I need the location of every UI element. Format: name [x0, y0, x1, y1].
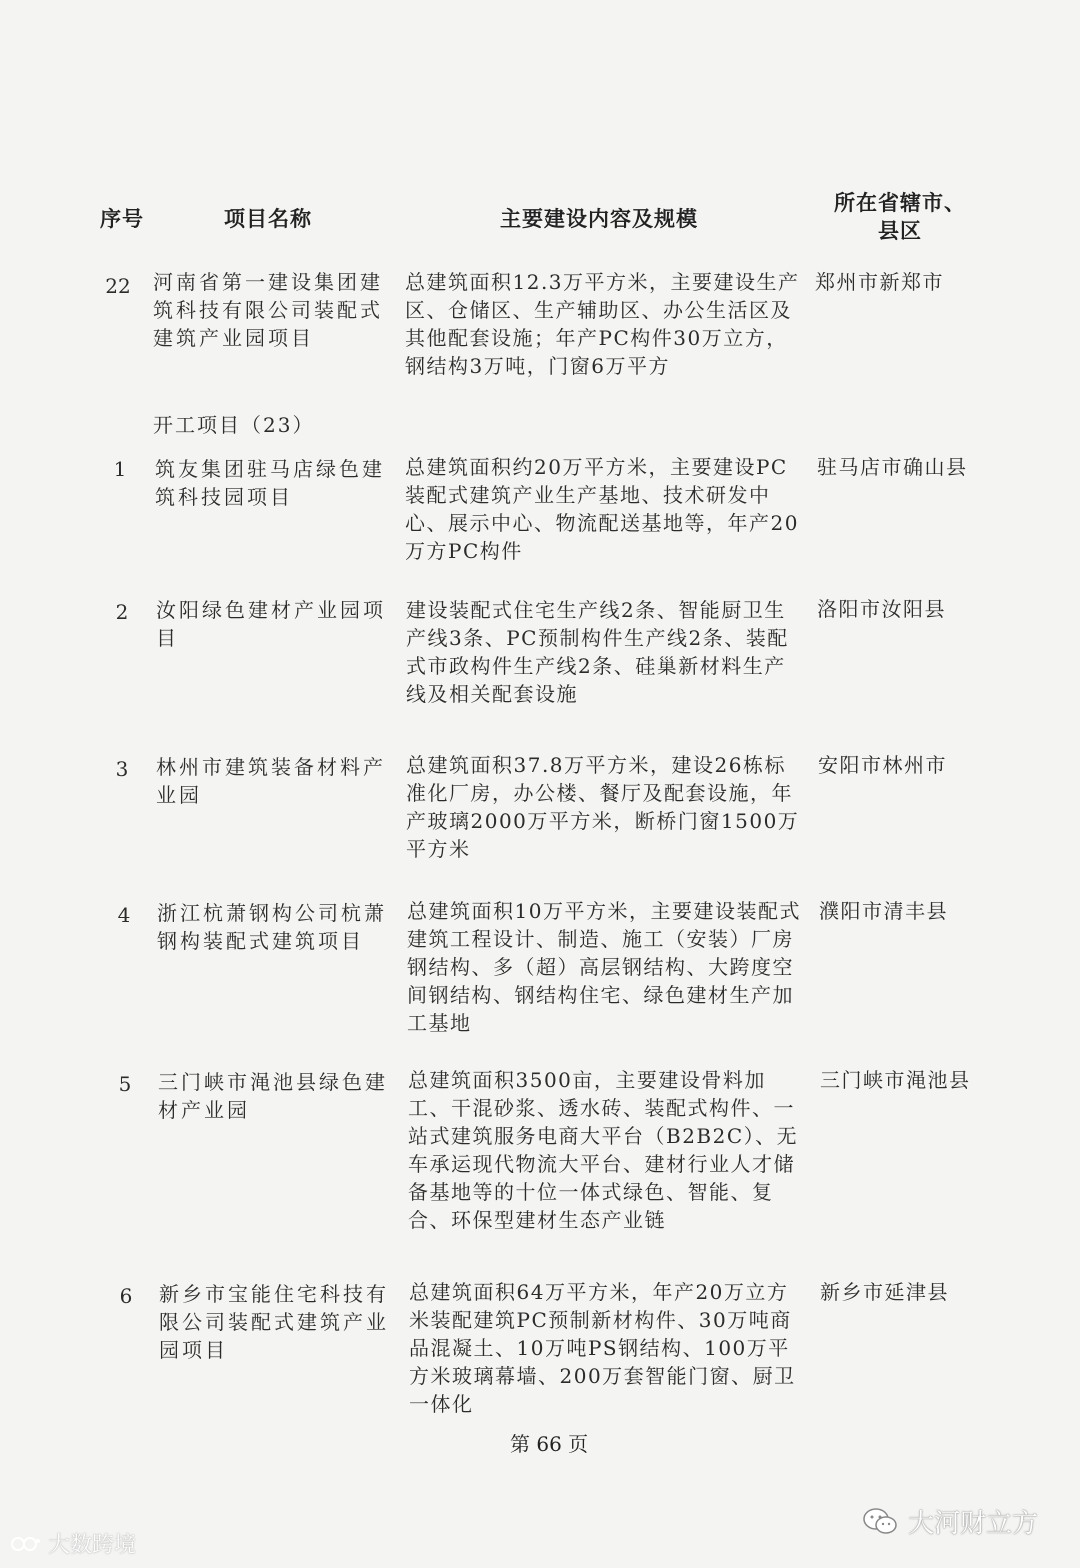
watermark-left: [10, 1528, 136, 1559]
row-number: 2: [115, 600, 129, 624]
row-number: 4: [117, 903, 131, 927]
project-location: 洛阳市汝阳县: [817, 597, 946, 621]
project-location: 郑州市新郑市: [815, 270, 944, 294]
row-number: 6: [119, 1284, 133, 1308]
project-location: 三门峡市渑池县: [820, 1068, 971, 1092]
watermark-right-text: 大河财立方: [908, 1509, 1039, 1539]
project-content: 总建筑面积10万平方米，主要建设装配式建筑工程设计、制造、施工（安装）厂房钢结构、多（超）高层钢结构、大跨度空间钢结构、钢结构住宅、绿色建材生产加工基地: [407, 899, 801, 1035]
watermark-left-text: 大数跨境: [48, 1533, 137, 1558]
header-col-no: 序号: [100, 207, 144, 231]
header-col-location-line1: 所在省辖市、: [834, 191, 966, 215]
project-location: 安阳市林州市: [818, 753, 947, 777]
project-content: 总建筑面积3500亩，主要建设骨料加工、干混砂浆、透水砖、装配式构件、一站式建筑服务电商大平台（B2B2C）、无车承运现代物流大平台、建材行业人才储备基地等的十位一体式绿色、智能、复合、环保型建材生态产业链: [408, 1068, 799, 1232]
header-col-content: 主要建设内容及规模: [500, 207, 698, 231]
row-number: 22: [105, 274, 131, 298]
project-name: 浙江杭萧钢构公司杭萧钢构装配式建筑项目: [157, 901, 387, 953]
header-col-name: 项目名称: [224, 207, 312, 231]
row-number: 1: [113, 457, 127, 481]
project-name: 汝阳绿色建材产业园项目: [156, 598, 386, 650]
row-number: 3: [115, 757, 129, 781]
project-location: 濮阳市清丰县: [819, 899, 948, 923]
section-label: 开工项目（23）: [153, 413, 315, 437]
project-name: 新乡市宝能住宅科技有限公司装配式建筑产业园项目: [159, 1282, 389, 1362]
wechat-icon: [862, 1507, 898, 1537]
project-location: 新乡市延津县: [820, 1280, 949, 1304]
project-content: 总建筑面积37.8万平方米，建设26栋标准化厂房，办公楼、餐厅及配套设施，年产玻璃2000万平方米，断桥门窗1500万平方米: [406, 753, 800, 861]
header-col-location-line2: 县区: [878, 219, 922, 243]
project-content: 总建筑面积约20万平方米，主要建设PC装配式建筑产业生产基地、技术研发中心、展示中心、物流配送基地等，年产20万方PC构件: [405, 455, 799, 563]
project-content: 建设装配式住宅生产线2条、智能厨卫生产线3条、PC预制构件生产线2条、装配式市政构件生产线2条、硅巢新材料生产线及相关配套设施: [406, 598, 789, 706]
project-name: 筑友集团驻马店绿色建筑科技园项目: [155, 457, 385, 509]
watermark-logo-icon: [10, 1533, 42, 1555]
row-number: 5: [118, 1072, 132, 1096]
project-location: 驻马店市确山县: [817, 455, 968, 479]
project-name: 林州市建筑装备材料产业园: [156, 755, 386, 807]
project-content: 总建筑面积64万平方米，年产20万立方米装配建筑PC预制新材构件、30万吨商品混凝土、10万吨PS钢结构、100万平方米玻璃幕墙、200万套智能门窗、厨卫一体化: [409, 1280, 796, 1416]
project-name: 河南省第一建设集团建筑科技有限公司装配式建筑产业园项目: [153, 270, 383, 350]
project-content: 总建筑面积12.3万平方米，主要建设生产区、仓储区、生产辅助区、办公生活区及其他配套设施；年产PC构件30万立方，钢结构3万吨，门窗6万平方: [405, 270, 800, 378]
project-name: 三门峡市渑池县绿色建材产业园: [158, 1070, 388, 1122]
watermark-right: [862, 1503, 1038, 1540]
page-number: 第 66 页: [510, 1432, 589, 1456]
